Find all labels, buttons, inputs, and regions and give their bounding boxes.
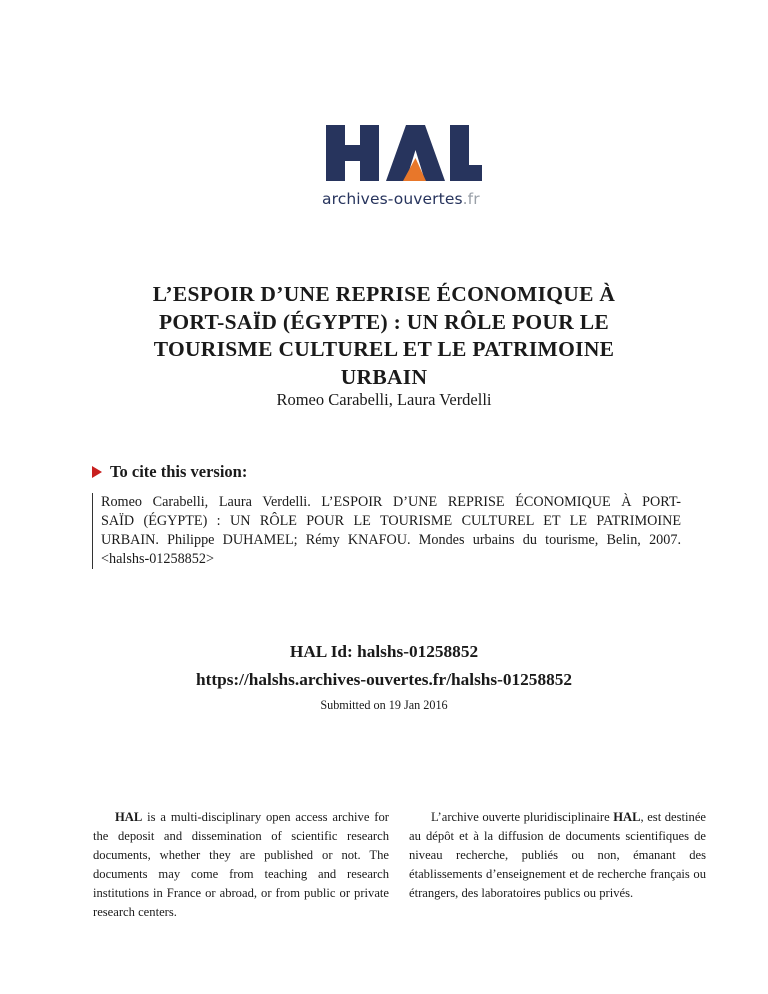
hal-id: HAL Id: halshs-01258852	[289, 642, 479, 661]
title-line: PORT-SAÏD (ÉGYPTE) : UN RÔLE POUR LE	[158, 309, 610, 334]
hal-bold-label: HAL	[613, 810, 641, 824]
cite-heading-label: To cite this version:	[110, 462, 248, 481]
citation-line: SAÏD (ÉGYPTE) : UN RÔLE POUR LE TOURISME CULTUREL ET LE PATRIMOINE	[101, 513, 681, 529]
title-line: TOURISME CULTUREL ET LE PATRIMOINE	[153, 337, 615, 361]
logo-subtitle	[322, 190, 480, 208]
hal-logo-mark	[300, 118, 490, 188]
document-title	[100, 281, 668, 391]
logo-subtitle-main: archives-ouvertes	[322, 190, 463, 208]
hal-id-block	[100, 638, 668, 694]
logo-subtitle-tld: .fr	[462, 190, 480, 208]
french-notice	[409, 808, 706, 903]
title-line: URBAIN	[340, 364, 428, 389]
citation-block	[92, 493, 681, 569]
title-line: L’ESPOIR D’UNE REPRISE ÉCONOMIQUE À	[152, 282, 616, 306]
hal-bold-label: HAL	[115, 810, 143, 824]
citation-line: Romeo Carabelli, Laura Verdelli. L’ESPOIR D’UNE REPRISE ÉCONOMIQUE À PORT-	[101, 494, 681, 510]
citation-line: <halshs-01258852>	[101, 551, 214, 567]
hal-url-link[interactable]: https://halshs.archives-ouvertes.fr/halshs-01258852	[195, 670, 573, 689]
citation-line: URBAIN. Philippe DUHAMEL; Rémy KNAFOU. Mondes urbains du tourisme, Belin, 2007.	[101, 532, 681, 548]
authors: Romeo Carabelli, Laura Verdelli	[276, 390, 492, 409]
french-notice-text-end: , est destinée au dépôt et à la diffusion de documents scientifiques de niveau recherche, publiés ou non, émanant des établissements d’enseignement et de recherche français ou étrangers, des laboratoires publics ou privés.	[409, 810, 706, 900]
english-notice	[93, 808, 389, 922]
triangle-right-icon	[92, 466, 102, 478]
cite-heading	[92, 462, 247, 482]
english-notice-text: is a multi-disciplinary open access archive for the deposit and dissemination of scientific research documents, whether they are published or not. The documents may come from teaching and research institutions in France or abroad, or from public or private research centers.	[93, 810, 389, 919]
submission-date: Submitted on 19 Jan 2016	[320, 698, 448, 712]
french-notice-text-start: L’archive ouverte pluridisciplinaire	[431, 810, 614, 824]
